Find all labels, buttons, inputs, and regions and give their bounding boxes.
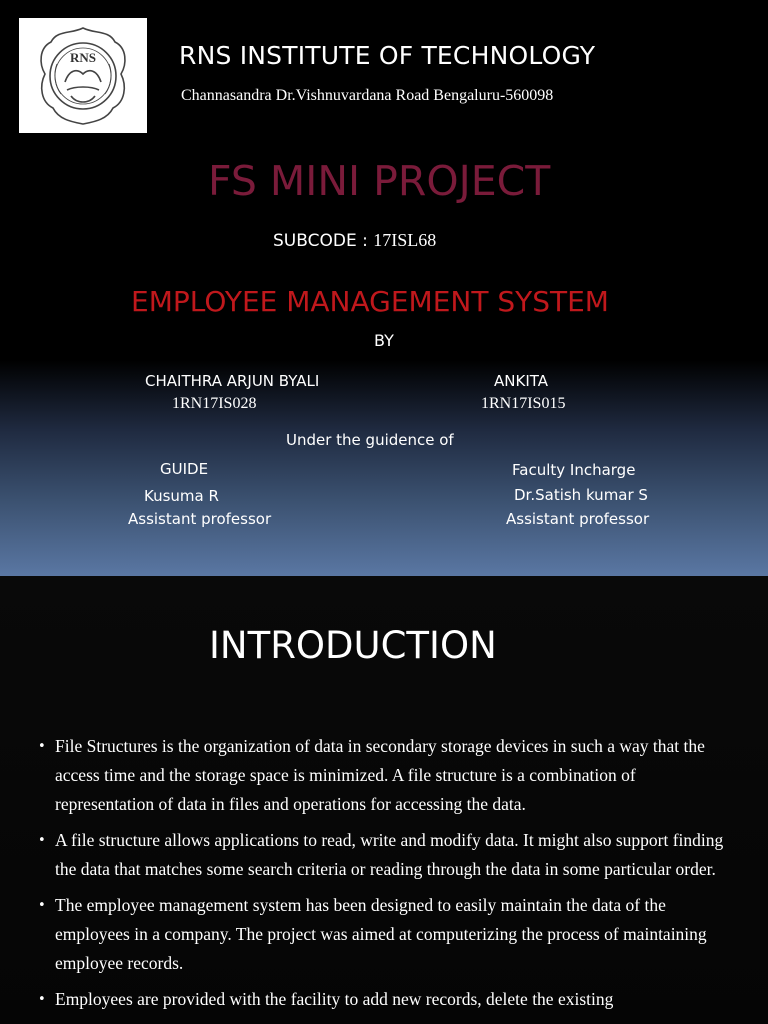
- introduction-heading: INTRODUCTION: [209, 624, 497, 667]
- bullet-text: The employee management system has been designed to easily maintain the data of the employees in a company. The project was aimed at computerizing the process of maintaining employee records.: [55, 895, 707, 973]
- guide-role: GUIDE: [160, 460, 209, 478]
- subcode-value: 17ISL68: [373, 230, 437, 250]
- student-2-usn: 1RN17IS015: [481, 395, 566, 412]
- institute-address: Channasandra Dr.Vishnuvardana Road Bengaluru-560098: [181, 87, 554, 104]
- bullet-dot-icon: •: [38, 898, 46, 913]
- subject-code: [273, 230, 436, 251]
- bullet-text: A file structure allows applications to read, write and modify data. It might also support finding the data that matches some search criteria or reading through the data in some particular order.: [55, 830, 724, 879]
- student-2-name: ANKITA: [494, 372, 549, 390]
- by-label: BY: [374, 331, 394, 350]
- rns-logo: [19, 18, 147, 133]
- guidance-label: Under the guidence of: [286, 431, 454, 449]
- guide-name: Kusuma R: [144, 487, 219, 505]
- bullet-dot-icon: •: [38, 833, 46, 848]
- faculty-designation: Assistant professor: [506, 510, 650, 528]
- student-1-usn: 1RN17IS028: [172, 395, 257, 412]
- faculty-name: Dr.Satish kumar S: [514, 486, 648, 504]
- guide-designation: Assistant professor: [128, 510, 272, 528]
- bullet-text: Employees are provided with the facility to add new records, delete the existing: [55, 989, 614, 1009]
- student-1-name: CHAITHRA ARJUN BYALI: [145, 372, 320, 390]
- subcode-label: SUBCODE :: [273, 231, 374, 251]
- project-name: EMPLOYEE MANAGEMENT SYSTEM: [131, 285, 609, 318]
- faculty-role: Faculty Incharge: [512, 461, 636, 479]
- list-item: [38, 826, 738, 884]
- slide-title: FS MINI PROJECT: [208, 157, 551, 205]
- bullet-list: [38, 732, 738, 1021]
- list-item: [38, 891, 738, 978]
- bullet-text: File Structures is the organization of data in secondary storage devices in such a way that the access time and the storage space is minimized. A file structure is a combination of representation of data in files and operations for accessing the data.: [55, 736, 705, 814]
- logo-text: RNS: [69, 49, 97, 65]
- bullet-dot-icon: •: [38, 992, 46, 1007]
- list-item: [38, 732, 738, 819]
- list-item: [38, 985, 738, 1014]
- institute-name: RNS INSTITUTE OF TECHNOLOGY: [179, 41, 596, 70]
- bullet-dot-icon: •: [38, 739, 46, 754]
